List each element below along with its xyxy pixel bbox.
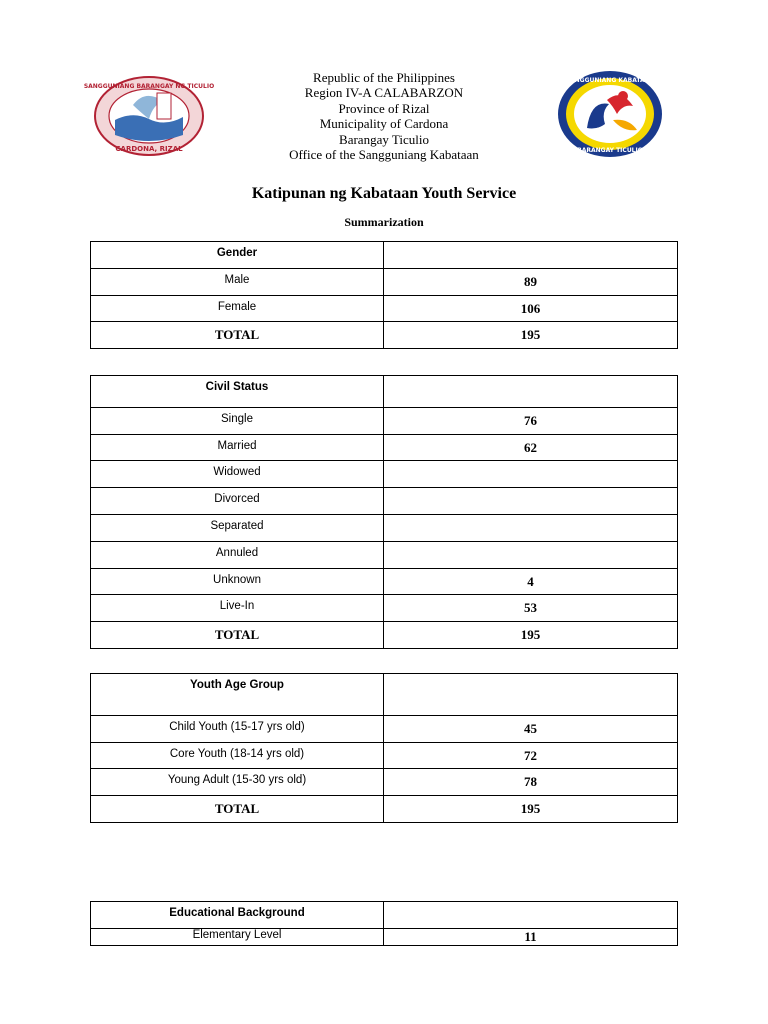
table-cell [91, 622, 384, 649]
letterhead-line: Office of the Sangguniang Kabataan [289, 147, 479, 163]
table-cell [91, 743, 384, 769]
table-cell [91, 796, 384, 823]
document-title: Katipunan ng Kabataan Youth Service [251, 185, 517, 202]
total-label: TOTAL [214, 627, 260, 642]
table-cell [384, 902, 678, 929]
civil-status-table [90, 375, 678, 649]
row-value: 89 [524, 274, 537, 289]
table-cell [91, 929, 384, 946]
row-value: 45 [524, 721, 537, 736]
letterhead-line: Barangay Ticulio [339, 131, 429, 147]
seal-left-bottom-text: CARDONA, RIZAL [115, 145, 183, 153]
table-cell [91, 296, 384, 322]
row-label: Widowed [213, 466, 261, 478]
letterhead-line: Republic of the Philippines [313, 70, 455, 85]
row-value [384, 515, 677, 520]
row-value: 106 [520, 301, 541, 316]
table-cell [91, 269, 384, 296]
total-value: 195 [520, 801, 541, 816]
row-label: Separated [210, 520, 264, 532]
row-value [384, 542, 677, 547]
table-cell [384, 542, 678, 569]
row-value [384, 461, 677, 466]
document-subtitle: Summarization [344, 215, 424, 229]
table-cell [384, 743, 678, 769]
table-cell [384, 595, 678, 622]
table-cell [384, 296, 678, 322]
table-cell [91, 569, 384, 595]
table-cell [91, 542, 384, 569]
table-cell [384, 461, 678, 488]
row-label: Single [221, 413, 253, 425]
table-cell [384, 488, 678, 515]
table-cell [384, 408, 678, 435]
table-cell [384, 569, 678, 595]
table-cell [384, 322, 678, 349]
table-cell [384, 269, 678, 296]
row-value [384, 488, 677, 493]
letterhead-line: Municipality of Cardona [319, 116, 449, 132]
table-cell [91, 488, 384, 515]
table-heading-cell [91, 902, 384, 929]
row-label: Elementary Level [192, 929, 282, 941]
table-cell [91, 322, 384, 349]
table-cell [91, 595, 384, 622]
seal-left-top-text: SANGGUNIANG BARANGAY NG TICULIO [83, 83, 215, 90]
table-cell [384, 769, 678, 796]
row-label: Divorced [214, 493, 260, 505]
gender-heading: Gender [216, 247, 258, 259]
education-table [90, 901, 678, 946]
row-label: Unknown [213, 574, 261, 586]
row-value: 4 [527, 574, 534, 589]
row-value: 76 [524, 413, 537, 428]
row-label: Live-In [219, 600, 255, 612]
table-heading-cell [91, 242, 384, 269]
row-value: 62 [524, 440, 537, 455]
total-value: 195 [520, 627, 541, 642]
sangguniang-barangay-seal [83, 75, 215, 157]
row-label: Child Youth (15-17 yrs old) [169, 721, 305, 733]
table-cell [91, 408, 384, 435]
row-value: 72 [524, 748, 537, 763]
gender-table [90, 241, 678, 349]
row-value: 11 [524, 929, 537, 944]
table-cell [384, 242, 678, 269]
total-value: 195 [520, 327, 541, 342]
row-label: Married [217, 440, 257, 452]
table-cell [384, 674, 678, 716]
row-value: 78 [524, 774, 537, 789]
letterhead-line: Province of Rizal [338, 100, 430, 116]
row-label: Young Adult (15-30 yrs old) [167, 774, 307, 786]
table-cell [91, 769, 384, 796]
seal-right-top-text: SANGGUNIANG KABATAAN [565, 77, 655, 84]
table-cell [384, 929, 678, 946]
total-label: TOTAL [214, 327, 260, 342]
table-cell [384, 435, 678, 461]
total-label: TOTAL [214, 801, 260, 816]
table-cell [91, 716, 384, 743]
table-cell [384, 716, 678, 743]
table-cell [91, 435, 384, 461]
age-group-heading: Youth Age Group [190, 679, 284, 691]
age-group-table [90, 673, 678, 823]
table-cell [384, 622, 678, 649]
row-label: Female [217, 301, 257, 313]
seal-right-bottom-text: BARANGAY TICULIO [577, 147, 643, 154]
letterhead-line: Region IV-A CALABARZON [304, 85, 464, 101]
table-cell [91, 461, 384, 488]
row-label: Male [224, 274, 250, 286]
row-label: Annuled [215, 547, 259, 559]
civil-status-heading: Civil Status [205, 381, 269, 393]
table-heading-cell [91, 376, 384, 408]
table-cell [91, 515, 384, 542]
letterhead [230, 70, 538, 162]
table-cell [384, 376, 678, 408]
sangguniang-kabataan-seal [557, 70, 663, 158]
table-heading-cell [91, 674, 384, 716]
row-value: 53 [524, 600, 537, 615]
education-heading: Educational Background [169, 907, 305, 919]
table-cell [384, 796, 678, 823]
row-label: Core Youth (18-14 yrs old) [169, 748, 305, 760]
table-cell [384, 515, 678, 542]
